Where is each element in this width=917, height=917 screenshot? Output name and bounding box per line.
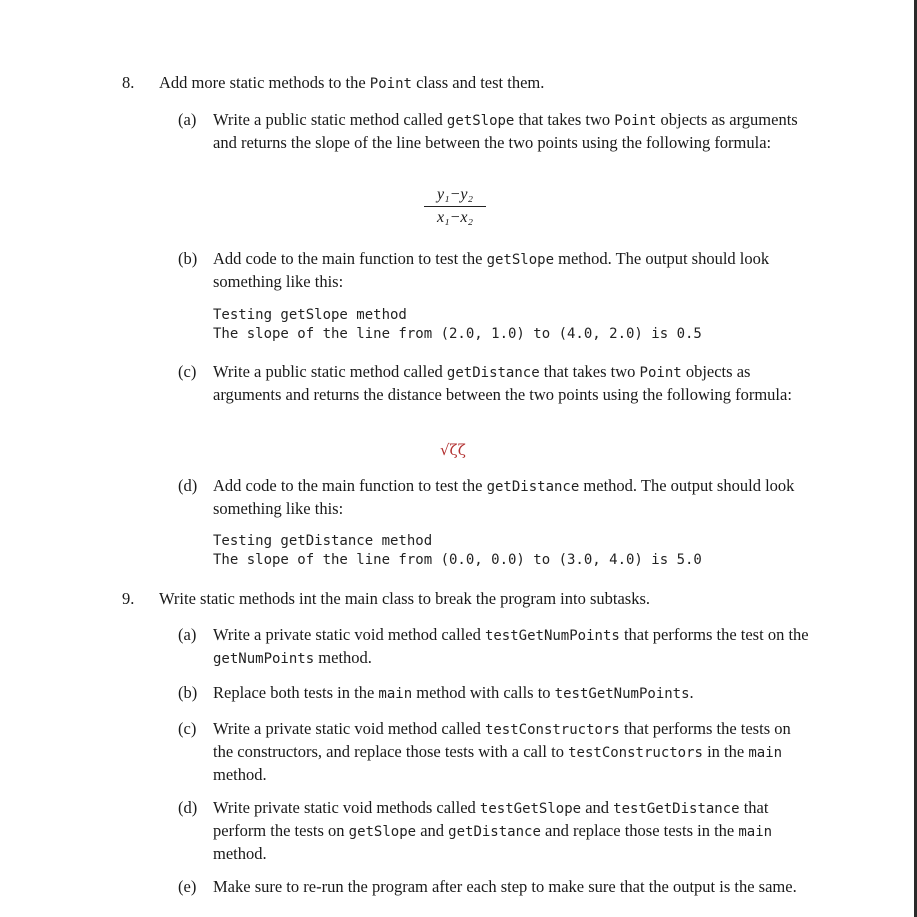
item-8a-text (213, 109, 813, 153)
code-testconstructors: testConstructors (568, 745, 703, 761)
code-testconstructors: testConstructors (484, 722, 620, 738)
text: Replace both tests in the (213, 683, 379, 702)
problem-8-heading (159, 72, 879, 95)
text: and (581, 798, 614, 817)
item-8b-label: (b) (178, 249, 198, 268)
code-getdistance: getDistance (448, 824, 541, 840)
output-line-1: Testing getDistance method (213, 533, 433, 549)
output-line-2: The slope of the line from (2.0, 1.0) to (4.0, 2.0) is 0.5 (213, 326, 702, 342)
text: Add code to the main function to test the (213, 249, 487, 268)
item-8d-text (213, 475, 803, 519)
text: method. The output should look something like this: (213, 476, 795, 518)
item-9d-text (213, 797, 813, 864)
text: that takes two (514, 110, 615, 129)
item-8d-label: (d) (178, 476, 198, 495)
item-9c-label: (c) (178, 719, 197, 738)
output-block-8b (213, 306, 702, 344)
text: method. (213, 844, 267, 863)
item-8c-label: (c) (178, 362, 197, 381)
fraction-bar (424, 206, 486, 207)
output-line-1: Testing getSlope method (213, 307, 407, 323)
code-testgetnumpoints: testGetNumPoints (554, 686, 690, 702)
code-main: main (378, 686, 413, 702)
text: that takes two (539, 362, 640, 381)
problem-9-number: 9. (122, 589, 135, 608)
code-main: main (738, 824, 773, 840)
text: objects as arguments and returns the slope of the line between the two points using the following formula: (213, 110, 798, 152)
code-getslope: getSlope (486, 252, 555, 268)
text: and replace those tests in the (540, 821, 739, 840)
item-9a-text (213, 624, 813, 670)
text: Write a private static void method called (213, 719, 485, 738)
text: and (416, 821, 449, 840)
text: Write a private static void method called (213, 625, 485, 644)
text: method. The output should look something like this: (213, 249, 770, 291)
text: objects as arguments and returns the distance between the two points using the following formula: (213, 362, 792, 404)
item-9d-label: (d) (178, 798, 198, 817)
text: that perform the tests on (213, 798, 769, 840)
slope-formula (420, 186, 490, 227)
problem-8-number: 8. (122, 73, 135, 92)
code-getslope: getSlope (348, 824, 417, 840)
code-getnumpoints: getNumPoints (213, 651, 315, 667)
text: class and test them. (411, 73, 545, 92)
item-8a-label: (a) (178, 110, 197, 129)
formula-numerator: y₁−y₂ (436, 186, 474, 203)
item-9b-label: (b) (178, 683, 198, 702)
formula-denominator: x₁−x₂ (436, 209, 474, 226)
text: Write a public static method called (213, 362, 447, 381)
text: that performs the tests on the constructors, and replace those tests with a call to (213, 719, 791, 761)
output-line-2: The slope of the line from (0.0, 0.0) to (3.0, 4.0) is 5.0 (213, 552, 702, 568)
code-point: Point (639, 365, 682, 381)
text: method. (213, 765, 267, 784)
text: Write private static void methods called (213, 798, 480, 817)
code-main: main (748, 745, 783, 761)
code-getslope: getSlope (446, 113, 515, 129)
item-8c-text (213, 361, 813, 405)
item-9b-text (213, 682, 833, 705)
code-testgetnumpoints: testGetNumPoints (484, 628, 620, 644)
code-testgetslope: testGetSlope (479, 801, 582, 817)
code-testgetdistance: testGetDistance (613, 801, 740, 817)
text: Add more static methods to the (159, 73, 370, 92)
text: Add code to the main function to test the (213, 476, 487, 495)
item-9c-text (213, 718, 803, 785)
distance-formula: √ζζ (440, 441, 466, 459)
code-point: Point (369, 76, 412, 92)
item-9e-text: Make sure to re-run the program after each step to make sure that the output is the same. (213, 877, 797, 896)
problem-9-heading: Write static methods int the main class to break the program into subtasks. (159, 589, 651, 608)
code-getdistance: getDistance (446, 365, 540, 381)
item-8b-text (213, 248, 783, 292)
text: Write a public static method called (213, 110, 447, 129)
output-block-8d (213, 532, 702, 570)
text: method. (314, 648, 372, 667)
text: method with calls to (412, 683, 555, 702)
code-point: Point (614, 113, 657, 129)
item-9a-label: (a) (178, 625, 197, 644)
item-9e-label: (e) (178, 877, 197, 896)
code-getdistance: getDistance (486, 479, 580, 495)
text: . (689, 683, 694, 702)
text: that performs the test on the (619, 625, 809, 644)
text: in the (702, 742, 749, 761)
